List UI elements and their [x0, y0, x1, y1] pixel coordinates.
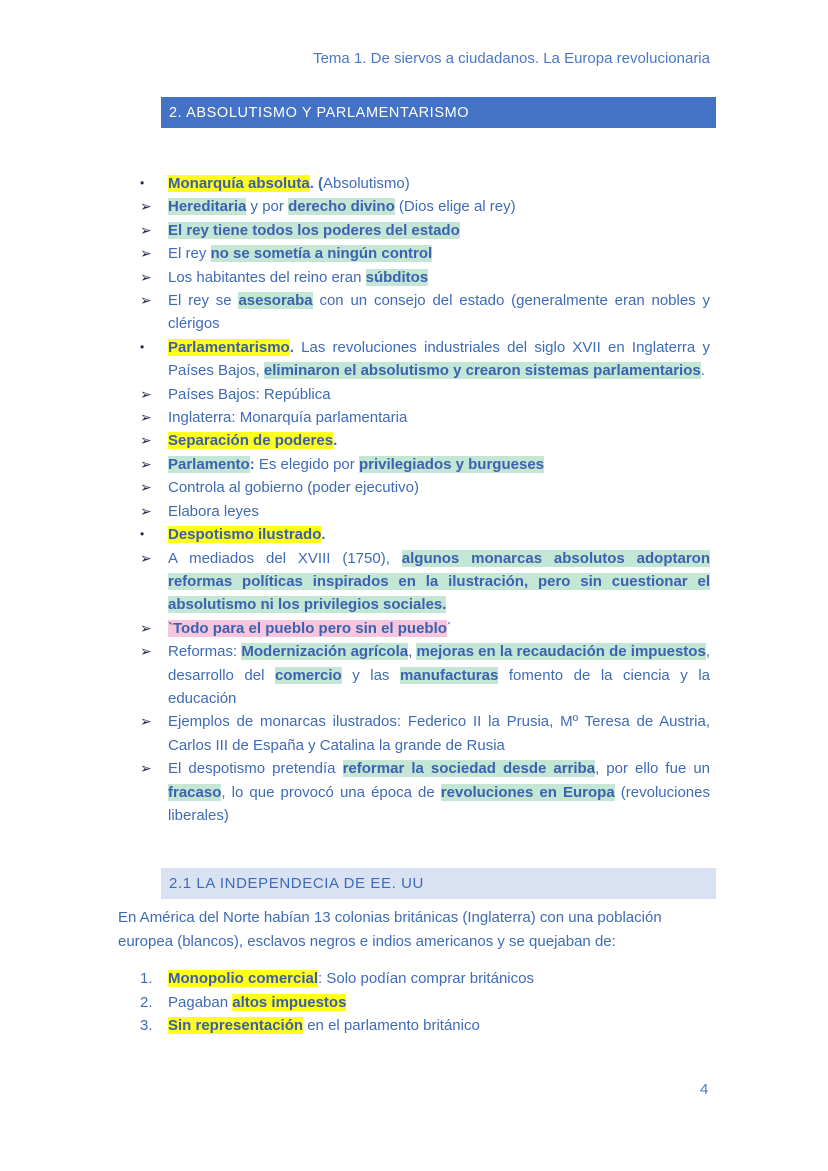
highlighted-text: Sin representación: [168, 1017, 304, 1034]
text-run: fomento de la ciencia y la educación: [168, 666, 710, 707]
text-run: Controla al gobierno (poder ejecutivo): [168, 479, 419, 497]
text-run: en el parlamento británico: [303, 1017, 480, 1034]
item-number: 2.: [140, 993, 153, 1011]
list-item: [0, 383, 710, 406]
text-run: Los habitantes del reino eran: [168, 268, 366, 286]
text-run: El despotismo pretendía: [168, 760, 343, 778]
arrow-bullet-icon: ➢: [140, 619, 152, 636]
text-run: : Solo podían comprar británicos: [318, 970, 534, 987]
highlighted-text: Monarquía absoluta: [168, 175, 310, 192]
text-run: .: [321, 526, 326, 544]
bullet-dot-icon: •: [140, 339, 145, 354]
highlighted-text: eliminaron el absolutismo y crearon sistemas parlamentarios: [263, 362, 701, 380]
text-run: Pagaban: [168, 993, 233, 1011]
list-item: [0, 523, 710, 546]
text-run: , lo que provocó una época de: [221, 783, 441, 801]
list-item: [0, 172, 710, 195]
list-item: [0, 476, 710, 499]
text-run: Reformas:: [168, 643, 242, 661]
list-item: [0, 195, 710, 218]
highlighted-text: privilegiados y burgueses: [358, 455, 544, 473]
list-item: [0, 242, 710, 265]
highlighted-text: no se sometía a ningún control: [210, 245, 433, 263]
text-run: Elabora leyes: [168, 502, 259, 520]
list-item: [0, 710, 710, 757]
numbered-list: [0, 967, 828, 1038]
list-item: [0, 406, 710, 429]
bullet-dot-icon: •: [140, 527, 145, 542]
running-header: Tema 1. De siervos a ciudadanos. La Europa revolucionaria: [313, 50, 710, 67]
text-run: Las revoluciones industriales del siglo XVII en Inglaterra y Países Bajos,: [168, 338, 711, 380]
text-run: ´: [446, 619, 452, 637]
text-run: Inglaterra: Monarquía parlamentaria: [168, 409, 408, 427]
list-item: [0, 289, 710, 336]
highlighted-text: revoluciones en Europa: [440, 783, 615, 801]
text-run: (revoluciones liberales): [168, 783, 710, 824]
text-run: El rey: [168, 245, 211, 263]
numbered-item: [0, 991, 828, 1015]
section-heading-absolutismo: 2. ABSOLUTISMO Y PARLAMENTARISMO: [161, 97, 716, 128]
highlighted-text: Despotismo ilustrado: [168, 526, 322, 544]
highlighted-text: fracaso: [168, 783, 222, 801]
text-run: Ejemplos de monarcas ilustrados: Federico II la Prusia, Mº Teresa de Austria, Carlos III de España y Catalina la grande de Rusia: [168, 713, 710, 754]
arrow-bullet-icon: ➢: [140, 643, 152, 660]
list-item: [0, 757, 710, 827]
text-run: con un consejo del estado (generalmente eran nobles y clérigos: [168, 292, 710, 333]
arrow-bullet-icon: ➢: [140, 760, 152, 777]
arrow-bullet-icon: ➢: [140, 245, 152, 262]
text-run: .: [289, 338, 302, 356]
list-item: [0, 336, 710, 383]
text-run: .: [333, 432, 338, 450]
list-item: [0, 219, 710, 242]
arrow-bullet-icon: ➢: [140, 268, 152, 285]
text-run: Es elegido por: [254, 455, 359, 473]
highlighted-text: `Todo para el pueblo pero sin el pueblo: [168, 619, 447, 637]
text-run: .: [309, 175, 319, 192]
highlighted-text: asesoraba: [238, 292, 313, 310]
arrow-bullet-icon: ➢: [140, 292, 152, 309]
text-run: A mediados del XVIII (1750),: [168, 549, 402, 567]
list-item: [0, 617, 710, 640]
highlighted-text: reformar la sociedad desde arriba: [342, 760, 596, 778]
intro-paragraph: En América del Norte habían 13 colonias británicas (Inglaterra) con una población europea (blancos), esclavos negros e indios americanos y se quejaban de:: [118, 909, 662, 950]
arrow-bullet-icon: ➢: [140, 385, 152, 402]
text-run: , desarrollo del: [168, 643, 710, 684]
highlighted-text: manufacturas: [399, 666, 499, 684]
item-number: 1.: [140, 970, 153, 987]
highlighted-text: altos impuestos: [232, 993, 347, 1011]
text-run: , por ello fue un: [595, 760, 711, 778]
list-item: [0, 429, 710, 452]
text-run: El rey se: [168, 292, 239, 310]
highlighted-text: Separación de poderes: [168, 432, 334, 450]
numbered-item: [0, 1014, 828, 1038]
bullet-list: [0, 172, 828, 827]
highlighted-text: súbditos: [365, 268, 429, 286]
arrow-bullet-icon: ➢: [140, 198, 152, 215]
text-run: (Dios elige al rey): [394, 198, 516, 216]
list-item: [0, 547, 710, 617]
arrow-bullet-icon: ➢: [140, 455, 152, 472]
highlighted-text: mejoras en la recaudación de impuestos: [416, 643, 706, 661]
highlighted-text: Monopolio comercial: [168, 970, 319, 987]
highlighted-text: Modernización agrícola: [241, 643, 409, 661]
arrow-bullet-icon: ➢: [140, 432, 152, 449]
text-run: :: [249, 455, 255, 473]
section-heading-independencia: 2.1 LA INDEPENDECIA DE EE. UU: [161, 868, 716, 899]
arrow-bullet-icon: ➢: [140, 713, 152, 730]
arrow-bullet-icon: ➢: [140, 409, 152, 426]
item-number: 3.: [140, 1017, 153, 1034]
highlighted-text: derecho divino: [288, 198, 395, 216]
list-item: [0, 500, 710, 523]
page-number: 4: [700, 1081, 709, 1098]
highlighted-text: Hereditaria: [168, 198, 247, 216]
highlighted-text: El rey tiene todos los poderes del estado: [168, 221, 460, 239]
arrow-bullet-icon: ➢: [140, 502, 152, 519]
numbered-item: [0, 967, 828, 991]
text-run: (: [318, 175, 324, 192]
arrow-bullet-icon: ➢: [140, 479, 152, 496]
arrow-bullet-icon: ➢: [140, 221, 152, 238]
text-run: Absolutismo): [323, 175, 410, 192]
highlighted-text: Parlamento: [168, 455, 250, 473]
text-run: y las: [341, 666, 400, 684]
highlighted-text: Parlamentarismo: [168, 338, 290, 356]
highlighted-text: algunos monarcas absolutos adoptaron reformas políticas inspirados en la ilustración, pero sin cuestionar el absolutismo ni los privilegios sociales.: [168, 549, 710, 614]
highlighted-text: comercio: [274, 666, 342, 684]
text-run: y por: [246, 198, 289, 216]
list-item: [0, 266, 710, 289]
bullet-dot-icon: •: [140, 176, 145, 190]
text-run: .: [700, 362, 705, 380]
list-item: [0, 453, 710, 476]
arrow-bullet-icon: ➢: [140, 549, 152, 566]
text-run: Países Bajos: República: [168, 385, 331, 403]
list-item: [0, 640, 710, 710]
text-run: ,: [408, 643, 417, 661]
